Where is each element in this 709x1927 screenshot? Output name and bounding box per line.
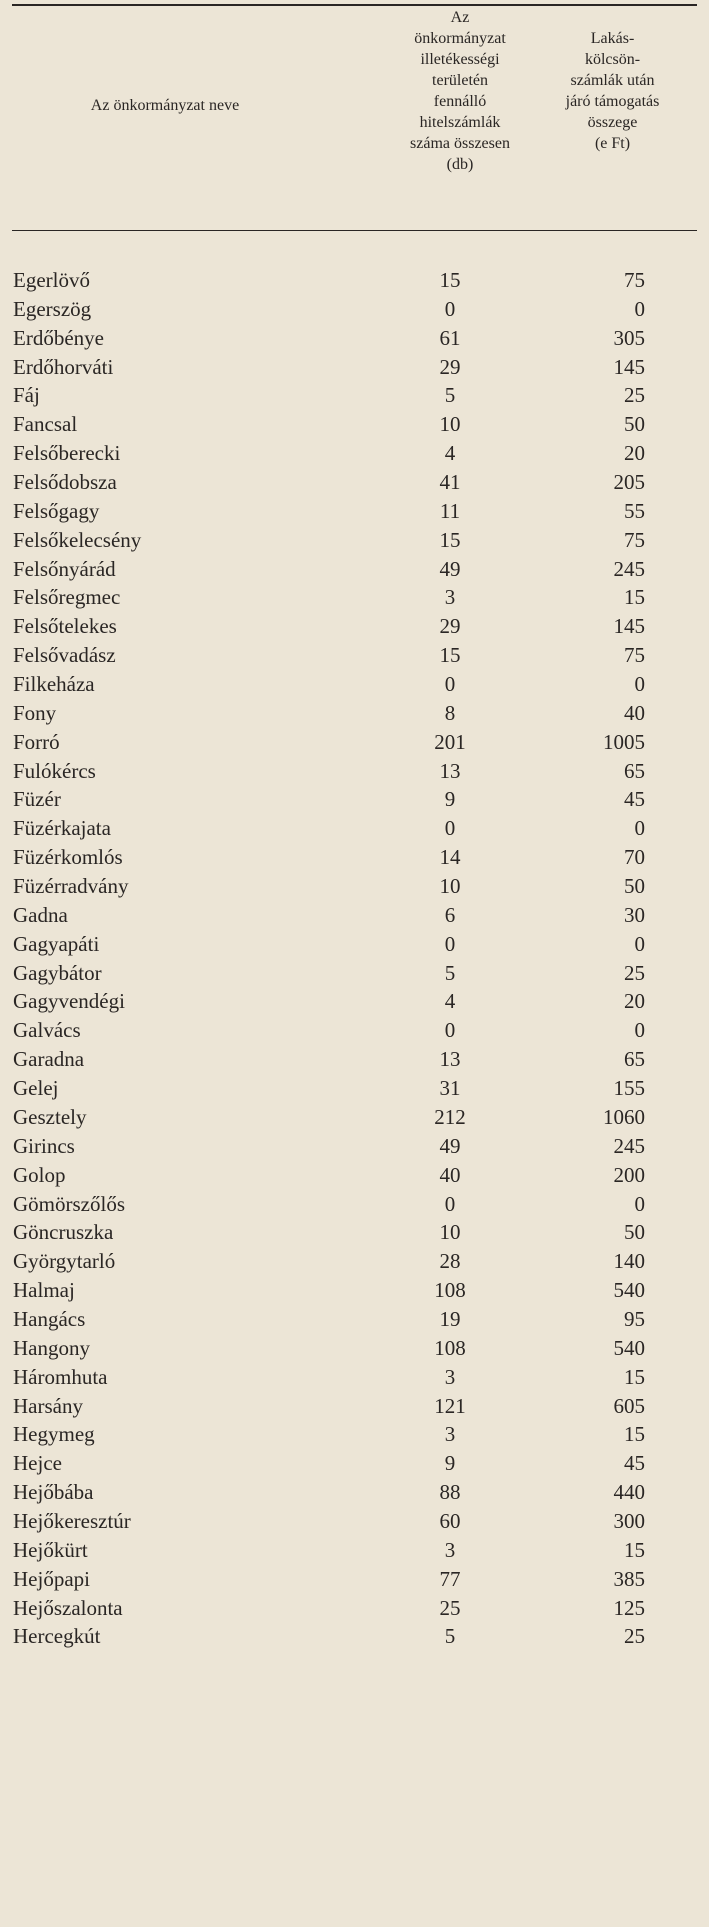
municipality-name: Gagyvendégi <box>13 989 125 1014</box>
support-amount: 75 <box>624 643 645 668</box>
table-row <box>0 381 709 410</box>
account-count: 4 <box>444 441 456 466</box>
municipality-name: Hangony <box>13 1335 90 1360</box>
municipality-name: Gömörszőlős <box>13 1191 125 1216</box>
table-row <box>0 410 709 439</box>
table-row <box>0 1045 709 1074</box>
account-count: 13 <box>439 758 461 783</box>
account-count: 201 <box>434 729 466 754</box>
account-count: 5 <box>444 383 456 408</box>
header-rule <box>12 230 697 231</box>
table-row <box>0 1334 709 1363</box>
support-amount: 15 <box>624 1364 645 1389</box>
municipality-name: Filkeháza <box>13 672 95 697</box>
account-count: 15 <box>439 268 461 292</box>
account-count: 3 <box>444 1422 456 1447</box>
municipality-name: Füzérkomlós <box>13 845 123 870</box>
table-row <box>0 901 709 930</box>
table-row <box>0 1161 709 1190</box>
table-row <box>0 1247 709 1276</box>
support-amount: 65 <box>624 1047 645 1072</box>
account-count: 0 <box>444 1191 456 1216</box>
table-row <box>0 526 709 555</box>
municipality-name: Felsőgagy <box>13 498 100 523</box>
top-rule <box>12 4 697 6</box>
account-count: 88 <box>439 1480 461 1505</box>
support-amount: 1005 <box>603 729 645 754</box>
account-count: 212 <box>434 1104 466 1129</box>
support-amount: 25 <box>624 960 645 985</box>
account-count: 77 <box>439 1566 461 1591</box>
municipality-name: Füzér <box>13 787 61 812</box>
municipality-name: Gelej <box>13 1076 59 1101</box>
table-row <box>0 1536 709 1565</box>
account-count: 0 <box>444 816 456 841</box>
municipality-name: Hejőpapi <box>13 1566 90 1591</box>
header-line: Lakás- <box>590 30 635 47</box>
support-amount: 0 <box>634 296 645 321</box>
account-count: 3 <box>444 1537 456 1562</box>
municipality-name: Galvács <box>13 1018 81 1043</box>
support-amount: 50 <box>624 874 645 899</box>
municipality-name: Felsőkelecsény <box>13 527 142 552</box>
account-count: 5 <box>444 960 456 985</box>
account-count: 28 <box>439 1249 461 1274</box>
table-row <box>0 353 709 382</box>
municipality-name: Egerszög <box>13 296 92 321</box>
table-row <box>0 468 709 497</box>
municipality-name: Gadna <box>13 902 68 927</box>
table-row <box>0 1622 709 1651</box>
municipality-name: Felsődobsza <box>13 470 117 495</box>
account-count: 3 <box>444 585 456 610</box>
municipality-name: Erdőbénye <box>13 325 104 350</box>
municipality-name: Hegymeg <box>13 1422 95 1447</box>
table-row <box>0 959 709 988</box>
account-count: 10 <box>439 412 461 437</box>
account-count: 0 <box>444 672 456 697</box>
table-row <box>0 1074 709 1103</box>
support-amount: 75 <box>624 268 645 292</box>
municipality-name: Fulókércs <box>13 758 96 783</box>
support-amount: 0 <box>634 672 645 697</box>
account-count: 9 <box>444 1451 456 1476</box>
table-row <box>0 670 709 699</box>
table-row <box>0 295 709 324</box>
account-count: 19 <box>439 1306 461 1331</box>
municipality-name: Harsány <box>13 1393 83 1418</box>
support-amount: 30 <box>624 902 645 927</box>
support-amount: 155 <box>613 1076 645 1101</box>
table-row <box>0 1363 709 1392</box>
municipality-name: Hercegkút <box>13 1624 101 1649</box>
table-row <box>0 1507 709 1536</box>
support-amount: 50 <box>624 412 645 437</box>
municipality-name: Hejce <box>13 1451 62 1476</box>
header-amount-column <box>530 28 695 154</box>
support-amount: 0 <box>634 1191 645 1216</box>
municipality-name: Halmaj <box>13 1278 75 1303</box>
municipality-name: Garadna <box>13 1047 85 1072</box>
header-line: járó támogatás <box>565 93 660 110</box>
table-row <box>0 439 709 468</box>
account-count: 5 <box>444 1624 456 1649</box>
header-line: számlák után <box>570 72 655 89</box>
header-line: száma összesen <box>410 135 510 152</box>
municipality-name: Erdőhorváti <box>13 354 114 379</box>
header-count-column <box>375 7 545 175</box>
municipality-name: Felsőtelekes <box>13 614 117 639</box>
municipality-name: Hangács <box>13 1306 86 1331</box>
table-row <box>0 324 709 353</box>
table-row <box>0 1218 709 1247</box>
table-row <box>0 497 709 526</box>
table-row <box>0 1276 709 1305</box>
table-row <box>0 1565 709 1594</box>
municipality-name: Forró <box>13 729 60 754</box>
municipality-name: Fáj <box>13 383 40 408</box>
table-row <box>0 728 709 757</box>
header-line: kölcsön- <box>584 51 641 68</box>
table-row <box>0 814 709 843</box>
municipality-name: Felsőnyárád <box>13 556 116 581</box>
header-line: (e Ft) <box>594 135 631 152</box>
table-row <box>0 1305 709 1334</box>
account-count: 9 <box>444 787 456 812</box>
table-row <box>0 785 709 814</box>
municipality-name: Háromhuta <box>13 1364 108 1389</box>
account-count: 4 <box>444 989 456 1014</box>
table-row <box>0 1132 709 1161</box>
table-row <box>0 612 709 641</box>
municipality-name: Gagyapáti <box>13 931 100 956</box>
municipality-name: Felsővadász <box>13 643 116 668</box>
municipality-name: Füzérradvány <box>13 874 129 899</box>
support-amount: 15 <box>624 1537 645 1562</box>
municipality-name: Hejőkeresztúr <box>13 1508 131 1533</box>
support-amount: 25 <box>624 383 645 408</box>
municipality-name: Hejőszalonta <box>13 1595 123 1620</box>
account-count: 108 <box>434 1278 466 1303</box>
municipality-name: Girincs <box>13 1133 75 1158</box>
municipality-name: Hejőbába <box>13 1480 94 1505</box>
account-count: 15 <box>439 643 461 668</box>
support-amount: 95 <box>624 1306 645 1331</box>
table-row <box>0 872 709 901</box>
support-amount: 540 <box>613 1335 645 1360</box>
account-count: 60 <box>439 1508 461 1533</box>
account-count: 0 <box>444 1018 456 1043</box>
table-row <box>0 555 709 584</box>
support-amount: 20 <box>624 989 645 1014</box>
table-row <box>0 987 709 1016</box>
municipality-name: Felsőregmec <box>13 585 121 610</box>
support-amount: 540 <box>613 1278 645 1303</box>
account-count: 49 <box>439 1133 461 1158</box>
municipality-name: Györgytarló <box>13 1249 116 1274</box>
table-row <box>0 1420 709 1449</box>
municipality-name: Fony <box>13 700 57 725</box>
table-row <box>0 757 709 786</box>
support-amount: 25 <box>624 1624 645 1649</box>
support-amount: 145 <box>613 614 645 639</box>
table-row <box>0 843 709 872</box>
support-amount: 0 <box>634 931 645 956</box>
account-count: 25 <box>439 1595 461 1620</box>
support-amount: 0 <box>634 1018 645 1043</box>
account-count: 108 <box>434 1335 466 1360</box>
municipality-name: Gagybátor <box>13 960 102 985</box>
support-amount: 50 <box>624 1220 645 1245</box>
table-row <box>0 1478 709 1507</box>
support-amount: 245 <box>613 556 645 581</box>
support-amount: 145 <box>613 354 645 379</box>
account-count: 0 <box>444 296 456 321</box>
support-amount: 140 <box>613 1249 645 1274</box>
municipality-name: Gesztely <box>13 1104 87 1129</box>
account-count: 13 <box>439 1047 461 1072</box>
table-row <box>0 930 709 959</box>
support-amount: 45 <box>624 787 645 812</box>
table-row <box>0 1016 709 1045</box>
account-count: 121 <box>434 1393 466 1418</box>
account-count: 0 <box>444 931 456 956</box>
support-amount: 40 <box>624 700 645 725</box>
account-count: 29 <box>439 354 461 379</box>
support-amount: 1060 <box>603 1104 645 1129</box>
support-amount: 55 <box>624 498 645 523</box>
table-row <box>0 699 709 728</box>
municipality-name: Füzérkajata <box>13 816 111 841</box>
account-count: 11 <box>439 498 461 523</box>
support-amount: 125 <box>613 1595 645 1620</box>
municipality-name: Felsőberecki <box>13 441 121 466</box>
account-count: 10 <box>439 874 461 899</box>
account-count: 15 <box>439 527 461 552</box>
account-count: 31 <box>439 1076 461 1101</box>
table-row <box>0 1103 709 1132</box>
table-row <box>0 1449 709 1478</box>
municipality-name: Göncruszka <box>13 1220 114 1245</box>
support-amount: 75 <box>624 527 645 552</box>
header-line: hitelszámlák <box>419 114 501 131</box>
support-amount: 605 <box>613 1393 645 1418</box>
table-row <box>0 1594 709 1623</box>
account-count: 40 <box>439 1162 461 1187</box>
account-count: 6 <box>444 902 456 927</box>
municipality-name: Golop <box>13 1162 66 1187</box>
account-count: 8 <box>444 700 456 725</box>
header-line: összege <box>587 114 638 131</box>
support-amount: 245 <box>613 1133 645 1158</box>
table-row <box>0 1392 709 1421</box>
support-amount: 20 <box>624 441 645 466</box>
account-count: 14 <box>439 845 461 870</box>
support-amount: 385 <box>613 1566 645 1591</box>
support-amount: 0 <box>634 816 645 841</box>
table-row <box>0 266 709 295</box>
account-count: 10 <box>439 1220 461 1245</box>
table-row <box>0 641 709 670</box>
support-amount: 70 <box>624 845 645 870</box>
municipality-name: Egerlövő <box>13 268 90 292</box>
table-row <box>0 583 709 612</box>
support-amount: 440 <box>613 1480 645 1505</box>
header-line: illetékességi <box>420 51 500 68</box>
support-amount: 15 <box>624 585 645 610</box>
municipality-name: Hejőkürt <box>13 1537 88 1562</box>
account-count: 29 <box>439 614 461 639</box>
support-amount: 305 <box>613 325 645 350</box>
support-amount: 15 <box>624 1422 645 1447</box>
account-count: 3 <box>444 1364 456 1389</box>
support-amount: 300 <box>613 1508 645 1533</box>
header-line: fennálló <box>433 93 487 110</box>
header-line: Az <box>450 9 470 26</box>
support-amount: 205 <box>613 470 645 495</box>
table-row <box>0 1190 709 1219</box>
account-count: 49 <box>439 556 461 581</box>
account-count: 41 <box>439 470 461 495</box>
header-line: önkormányzat <box>414 30 506 47</box>
support-amount: 200 <box>613 1162 645 1187</box>
municipality-name: Fancsal <box>13 412 78 437</box>
account-count: 61 <box>439 325 461 350</box>
header-name-column: Az önkormányzat neve <box>90 97 240 114</box>
support-amount: 45 <box>624 1451 645 1476</box>
header-line: területén <box>432 72 488 89</box>
header-line: (db) <box>446 156 474 173</box>
table-body <box>0 266 709 1651</box>
support-amount: 65 <box>624 758 645 783</box>
